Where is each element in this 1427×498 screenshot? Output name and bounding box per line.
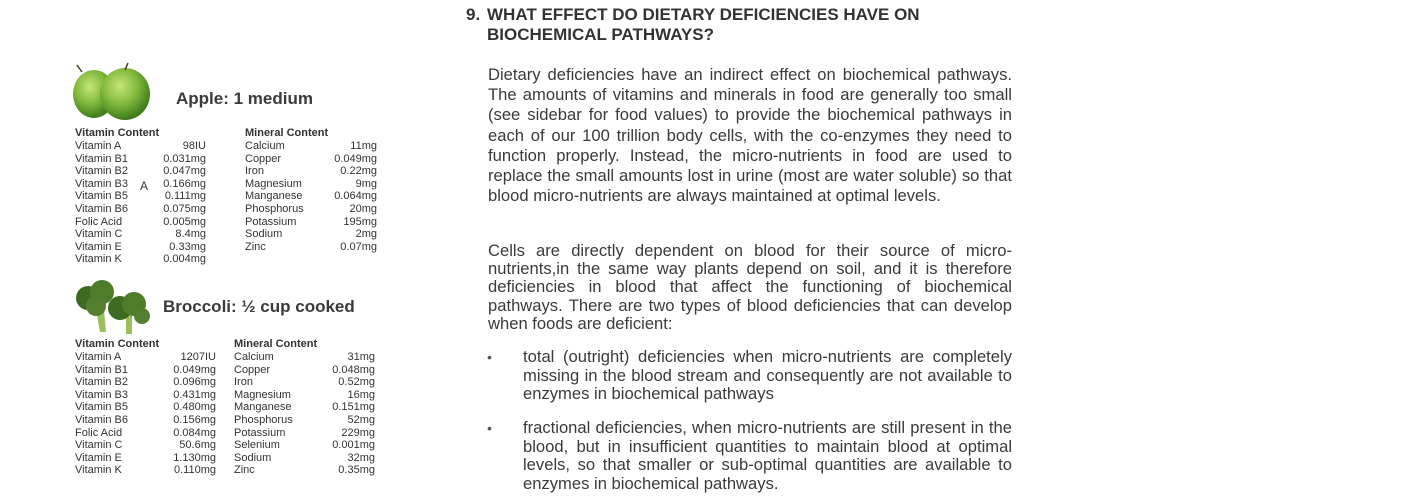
nutrient-name: Vitamin B5 [75,190,128,203]
apple-mineral-table [245,127,377,253]
nutrient-name: Zinc [234,464,255,477]
nutrient-name: Vitamin E [75,451,122,464]
table-row [75,427,216,440]
nutrient-name: Calcium [234,351,274,363]
table-row [75,241,206,254]
nutrient-value: 20mg [349,202,377,215]
nutrient-value: 0.048mg [332,363,375,376]
nutrient-value: 0.110mg [174,464,216,477]
nutrient-value: 0.005mg [163,215,206,228]
table-row [234,427,375,440]
table-row [245,140,377,153]
nutrient-name: Sodium [245,228,283,241]
section-number: 9. [466,5,481,24]
nutrient-value: 0.096mg [173,376,216,389]
nutrient-value: 8.4mg [175,228,206,241]
nutrient-name: Folic Acid [75,215,123,228]
nutrient-name: Magnesium [234,388,291,401]
nutrient-name: Vitamin K [75,464,122,477]
section-heading-line1: WHAT EFFECT DO DIETARY DEFICIENCIES HAVE ON [487,5,920,24]
table-row [245,241,377,254]
table-row [75,203,206,216]
nutrient-value: 0.07mg [340,240,377,253]
nutrient-name: Phosphorus [234,413,293,426]
nutrient-value: 11mg [350,140,377,152]
table-row [75,464,216,477]
table-row [245,190,377,203]
broccoli-vitamin-table [75,338,216,477]
nutrient-value: 0.22mg [340,165,377,178]
table-row [245,178,377,191]
table-row [75,216,206,229]
nutrient-value: 52mg [347,413,375,426]
nutrient-value: 1.130mg [173,451,216,464]
nutrient-value: 229mg [341,426,375,439]
table-header: Mineral Content [234,338,318,350]
nutrient-value: 0.001mg [332,439,375,452]
nutrient-value: 0.031mg [163,152,206,165]
nutrient-name: Vitamin B1 [75,363,128,376]
apple-vitamin-table [75,127,206,266]
nutrient-name: Vitamin B6 [75,202,128,215]
table-row [234,351,375,364]
nutrient-value: 0.047mg [163,165,206,178]
bullet-marker: • [487,420,492,436]
nutrient-name: Potassium [245,215,297,228]
nutrient-value: 50.6mg [179,439,216,452]
nutrient-name: Vitamin B5 [75,401,128,414]
bullet-item-1: total (outright) deficiencies when micro-nutrients are completely missing in the blood stream and consequently are not available to enzymes in biochemical pathways [523,347,1012,403]
nutrient-name: Vitamin A [75,140,122,152]
nutrient-value: 0.075mg [163,202,206,215]
nutrient-name: Vitamin K [75,253,122,266]
nutrient-value: 0.166mg [163,177,206,190]
nutrient-name: Sodium [234,451,272,464]
nutrient-value: 31mg [347,351,375,363]
nutrient-value: 9mg [355,177,377,190]
apple-marker-label: A [140,179,149,193]
table-header: Mineral Content [245,127,329,139]
broccoli-mineral-table [234,338,375,477]
nutrient-name: Vitamin B3 [75,388,128,401]
nutrient-name: Vitamin E [75,240,122,253]
nutrient-name: Iron [245,165,264,178]
table-row [75,439,216,452]
nutrient-name: Vitamin C [75,228,123,241]
apple-image [68,62,156,124]
paragraph-1: Dietary deficiencies have an indirect effect on biochemical pathways. The amounts of vitamins and minerals in food are generally too small (see sidebar for food values) to provide the biochemical pathways in each of our 100 trillion body cells, with the co-enzymes they need to function properly. Instead, the micro-nutrients in food are used to replace the small amounts lost in urine (most are water soluble) so that blood micro-nutrients are always maintained at optimal levels. [488,65,1012,206]
table-row [75,401,216,414]
table-row [245,228,377,241]
nutrient-value: 0.049mg [334,152,377,165]
nutrient-value: 0.004mg [163,253,206,266]
nutrient-name: Zinc [245,240,266,253]
nutrient-name: Vitamin B6 [75,413,128,426]
nutrient-name: Vitamin B2 [75,165,128,178]
table-row [234,389,375,402]
table-header: Vitamin Content [75,338,160,350]
nutrient-name: Vitamin C [75,439,123,452]
table-row [234,414,375,427]
nutrient-value: 0.064mg [334,190,377,203]
nutrient-value: 98IU [182,140,206,152]
nutrient-name: Phosphorus [245,202,304,215]
nutrient-value: 1207IU [180,351,216,363]
nutrient-name: Vitamin B1 [75,152,128,165]
nutrient-value: 0.156mg [173,413,216,426]
nutrient-name: Manganese [245,190,303,203]
nutrient-value: 0.431mg [173,388,216,401]
table-row [75,452,216,465]
nutrient-name: Vitamin A [75,351,122,363]
nutrient-value: 195mg [343,215,377,228]
nutrient-value: 0.52mg [338,376,375,389]
broccoli-title: Broccoli: ½ cup cooked [163,297,355,316]
nutrient-name: Selenium [234,439,280,452]
table-row [75,140,206,153]
table-row [245,165,377,178]
broccoli-image [70,280,152,336]
bullet-marker: • [487,349,492,365]
table-row [75,364,216,377]
nutrient-name: Manganese [234,401,292,414]
table-row [75,414,216,427]
table-row [75,165,206,178]
nutrient-name: Iron [234,376,253,389]
nutrient-value: 0.084mg [173,426,216,439]
nutrient-value: 0.35mg [338,464,375,477]
nutrient-name: Folic Acid [75,426,123,439]
table-row [245,153,377,166]
nutrient-value: 0.049mg [173,363,216,376]
nutrient-value: 32mg [347,451,375,464]
section-heading-line2: BIOCHEMICAL PATHWAYS? [487,25,714,44]
nutrient-name: Copper [245,152,282,165]
table-row [234,452,375,465]
apple-title: Apple: 1 medium [176,89,313,108]
nutrient-value: 0.33mg [169,240,206,253]
nutrient-name: Copper [234,363,271,376]
nutrient-value: 0.111mg [164,190,206,203]
table-row [234,464,375,477]
table-row [245,203,377,216]
table-row [75,153,206,166]
nutrient-name: Vitamin B3 [75,177,128,190]
table-row [234,364,375,377]
table-row [75,253,206,266]
bullet-item-2: fractional deficiencies, when micro-nutrients are still present in the blood, but in insufficient quantities to maintain blood at optimal levels, so that smaller or sub-optimal quantities are available to enzymes in biochemical pathways. [523,418,1012,493]
table-row [75,389,216,402]
table-row [75,376,216,389]
nutrient-name: Calcium [245,140,285,152]
table-row [75,228,206,241]
paragraph-2: Cells are directly dependent on blood for their source of micro-nutrients,in the same way plants depend on soil, and it is therefore deficiencies in blood that affect the functioning of biochemical pathways. There are two types of blood deficiencies that can develop when foods are deficient: [488,241,1012,333]
table-row [245,216,377,229]
nutrient-value: 0.151mg [332,401,375,414]
nutrient-value: 16mg [347,388,375,401]
nutrient-value: 2mg [355,228,377,241]
table-header: Vitamin Content [75,127,160,139]
nutrient-name: Magnesium [245,177,302,190]
nutrient-name: Vitamin B2 [75,376,128,389]
table-row [234,401,375,414]
table-row [234,439,375,452]
nutrient-value: 0.480mg [173,401,216,414]
table-row [234,376,375,389]
table-row [75,351,216,364]
nutrient-name: Potassium [234,426,286,439]
